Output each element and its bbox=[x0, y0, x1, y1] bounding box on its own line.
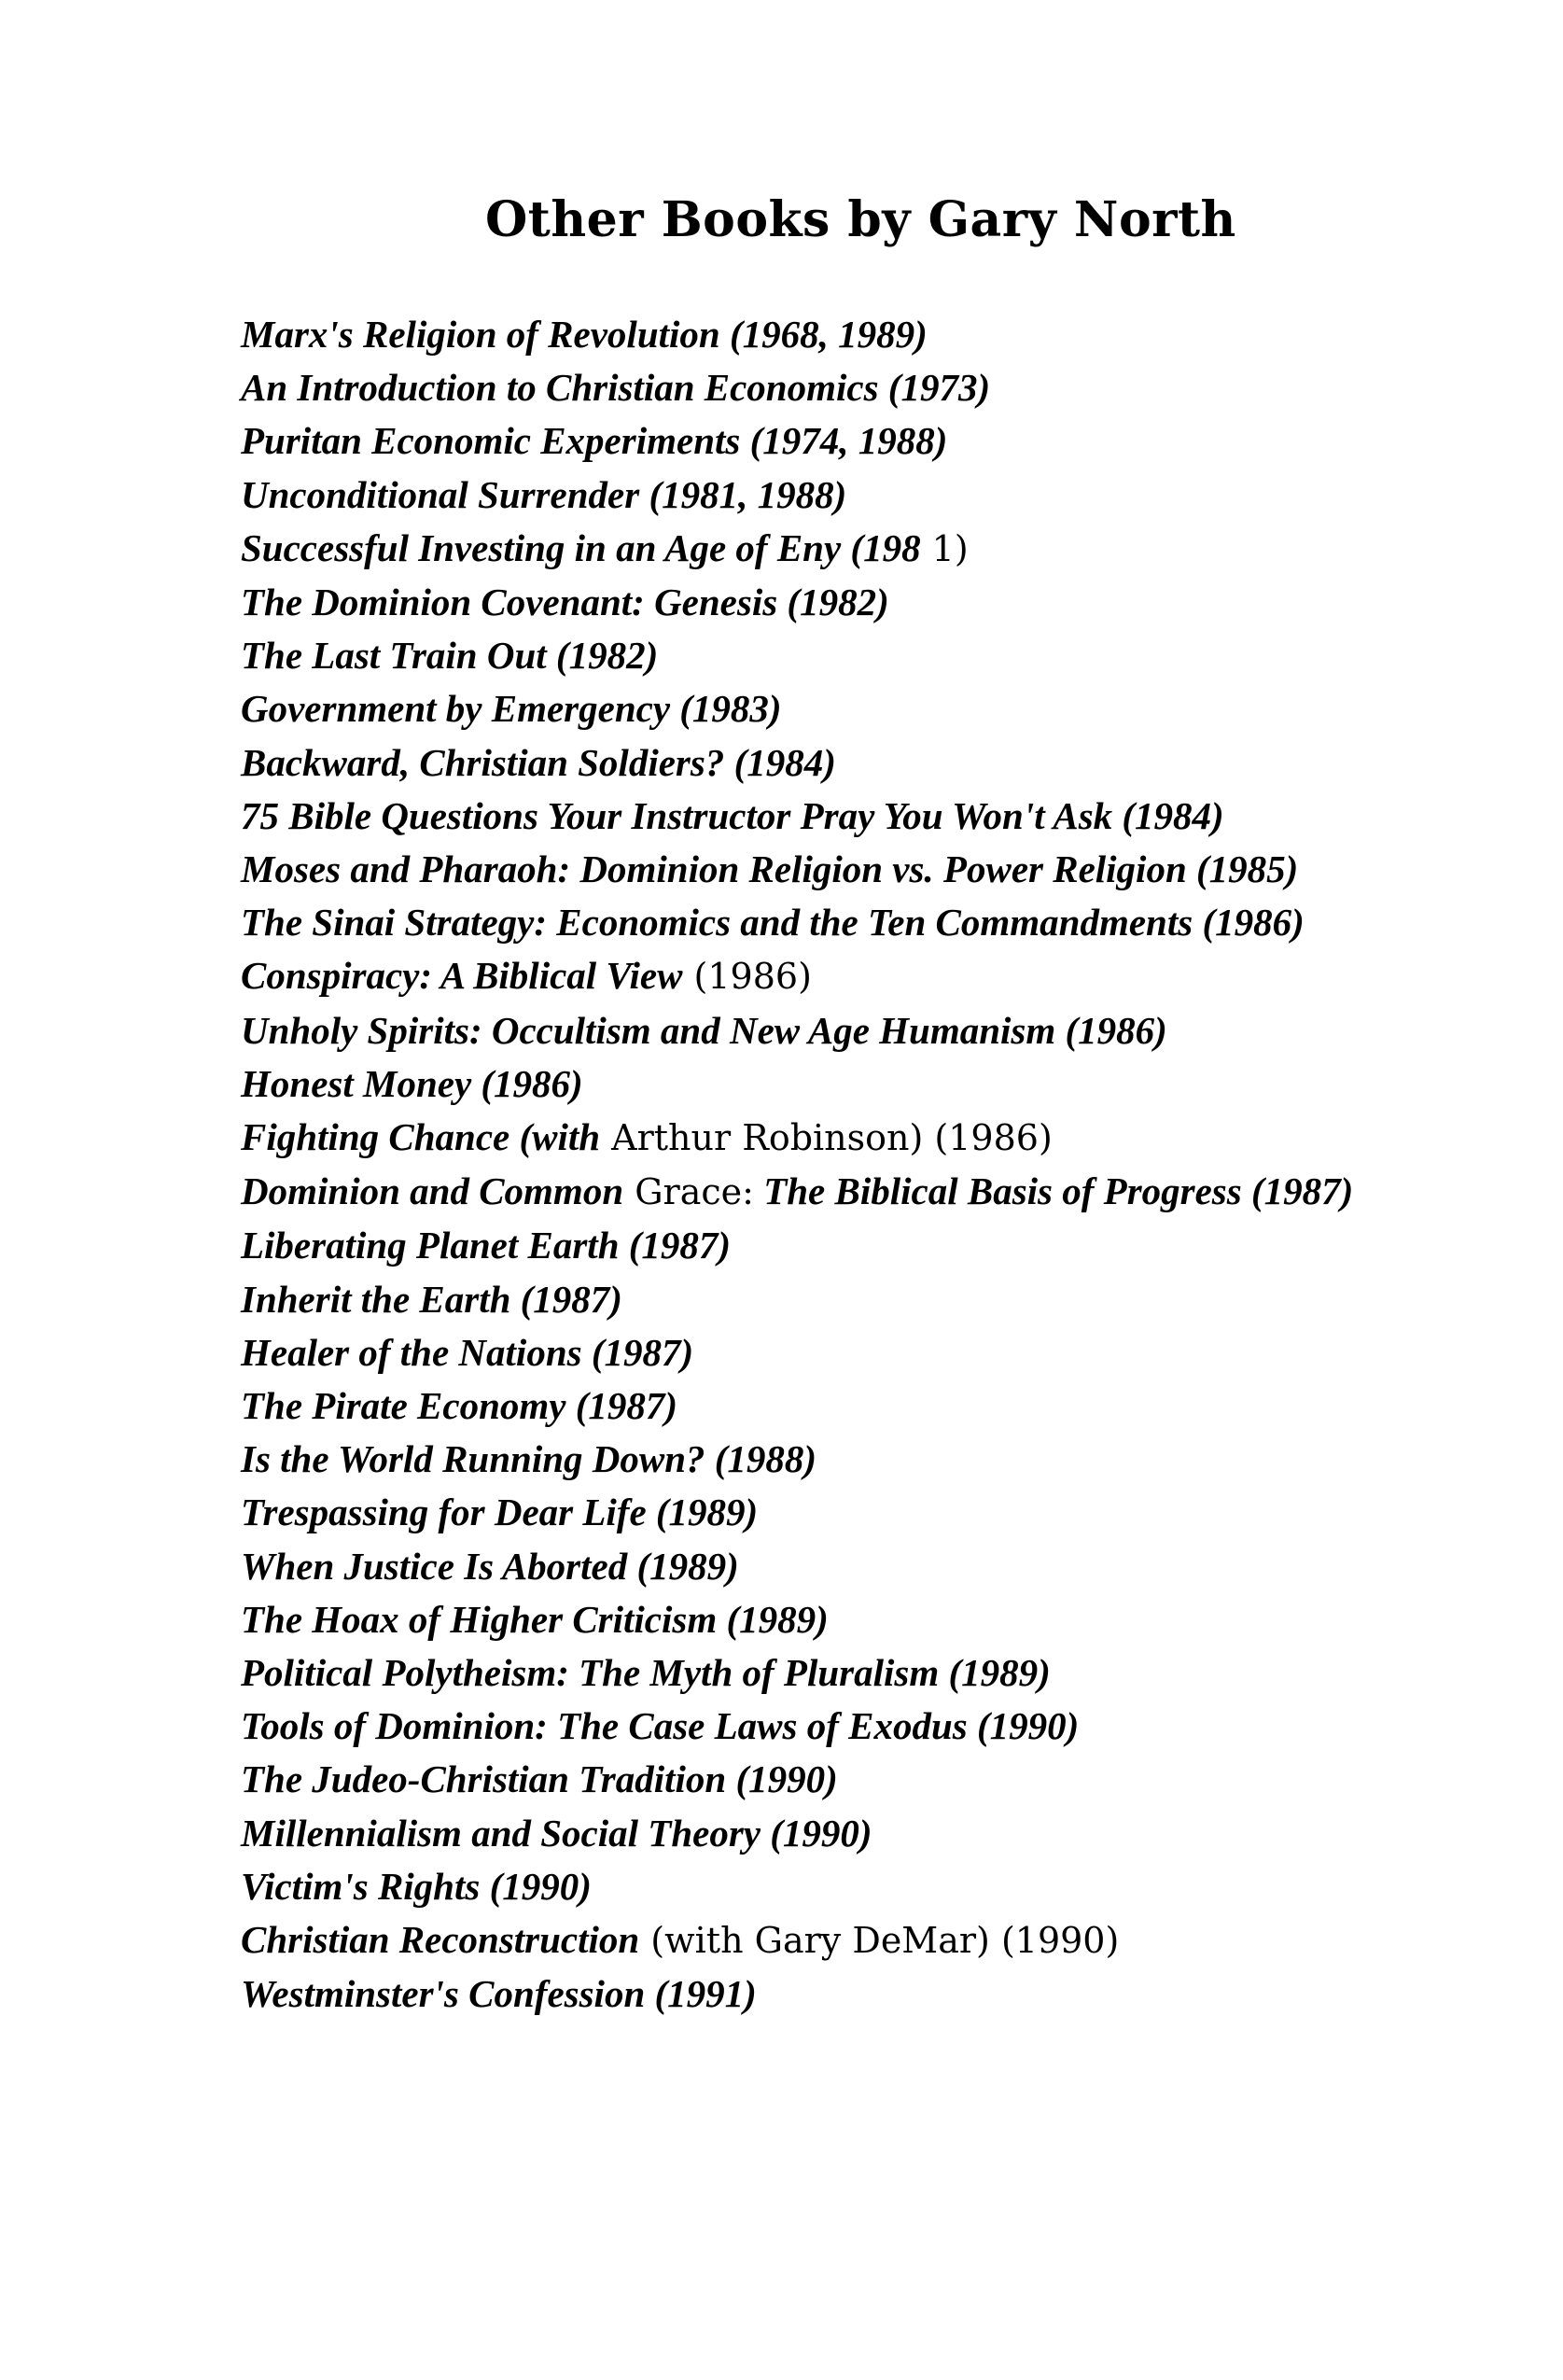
book-entry bbox=[241, 1540, 1353, 1593]
book-note: Arthur Robinson) (1986) bbox=[600, 1117, 1053, 1159]
book-entry bbox=[241, 1433, 1353, 1486]
page-title: Other Books by Gary North bbox=[485, 191, 1236, 248]
book-entry bbox=[241, 896, 1353, 949]
book-entry bbox=[241, 1753, 1353, 1806]
book-title: Millennialism and Social Theory (1990) bbox=[241, 1811, 872, 1855]
book-title: Westminster's Confession (1991) bbox=[241, 1972, 757, 2016]
book-note: 1) bbox=[920, 527, 969, 569]
book-entry bbox=[241, 682, 1353, 735]
book-title: The Hoax of Higher Criticism (1989) bbox=[241, 1597, 829, 1641]
book-entry bbox=[241, 522, 1353, 576]
book-entry bbox=[241, 361, 1353, 414]
book-title: Is the World Running Down? (1988) bbox=[241, 1437, 817, 1481]
book-note: (1986) bbox=[682, 956, 812, 998]
book-entry bbox=[241, 1646, 1353, 1700]
book-entry bbox=[241, 1860, 1353, 1913]
book-entry bbox=[241, 1486, 1353, 1539]
book-entry bbox=[241, 1273, 1353, 1326]
book-title: Tools of Dominion: The Case Laws of Exodus (1990) bbox=[241, 1704, 1080, 1748]
book-entry bbox=[241, 1165, 1353, 1219]
book-title: Inherit the Earth (1987) bbox=[241, 1277, 622, 1321]
book-entry bbox=[241, 1219, 1353, 1272]
book-title: Conspiracy: A Biblical View bbox=[241, 954, 683, 998]
book-title: 75 Bible Questions Your Instructor Pray You Won't Ask (1984) bbox=[241, 793, 1224, 837]
book-title: Political Polytheism: The Myth of Pluralism (1989) bbox=[241, 1651, 1051, 1695]
book-title: Fighting Chance (with bbox=[241, 1115, 601, 1159]
book-title: Unholy Spirits: Occultism and New Age Humanism (1986) bbox=[241, 1008, 1167, 1052]
book-title: The Judeo-Christian Tradition (1990) bbox=[241, 1757, 838, 1801]
book-title: Backward, Christian Soldiers? (1984) bbox=[241, 740, 836, 784]
book-title: Successful Investing in an Age of Eny (198 bbox=[241, 525, 921, 569]
book-title: Victim's Rights (1990) bbox=[241, 1864, 592, 1908]
book-title: The Pirate Economy (1987) bbox=[241, 1384, 678, 1428]
book-entry bbox=[241, 1807, 1353, 1860]
book-entry bbox=[241, 1379, 1353, 1433]
book-title: When Justice Is Aborted (1989) bbox=[241, 1544, 739, 1588]
book-list bbox=[241, 308, 1353, 2022]
book-entry bbox=[241, 576, 1353, 629]
book-entry bbox=[241, 1593, 1353, 1646]
book-entry bbox=[241, 1967, 1353, 2021]
book-note: (with Gary DeMar) (1990) bbox=[639, 1920, 1120, 1962]
book-title: The Last Train Out (1982) bbox=[241, 634, 659, 678]
book-entry bbox=[241, 1700, 1353, 1753]
book-entry bbox=[241, 1111, 1353, 1165]
book-title: Healer of the Nations (1987) bbox=[241, 1330, 694, 1374]
book-title: The Sinai Strategy: Economics and the Ten Commandments (1986) bbox=[241, 901, 1305, 945]
book-title: Christian Reconstruction bbox=[241, 1918, 640, 1962]
book-entry bbox=[241, 736, 1353, 790]
book-title: Dominion and Common bbox=[241, 1169, 624, 1213]
book-entry bbox=[241, 469, 1353, 522]
book-subtitle: The Biblical Basis of Progress (1987) bbox=[753, 1169, 1354, 1213]
book-note: Grace: bbox=[623, 1171, 754, 1213]
book-title: An Introduction to Christian Economics (1973) bbox=[241, 366, 991, 410]
book-title: Marx's Religion of Revolution (1968, 1989) bbox=[241, 313, 928, 356]
book-title: Liberating Planet Earth (1987) bbox=[241, 1224, 732, 1267]
book-entry bbox=[241, 308, 1353, 361]
book-entry bbox=[241, 843, 1353, 896]
book-entry bbox=[241, 949, 1353, 1003]
book-title: Trespassing for Dear Life (1989) bbox=[241, 1491, 759, 1534]
book-entry bbox=[241, 414, 1353, 468]
book-entry bbox=[241, 1326, 1353, 1379]
book-entry bbox=[241, 1004, 1353, 1057]
book-title: The Dominion Covenant: Genesis (1982) bbox=[241, 581, 889, 624]
book-title: Unconditional Surrender (1981, 1988) bbox=[241, 472, 847, 516]
book-entry bbox=[241, 629, 1353, 682]
book-title: Honest Money (1986) bbox=[241, 1061, 583, 1105]
book-title: Moses and Pharaoh: Dominion Religion vs. Power Religion (1985) bbox=[241, 847, 1299, 891]
book-title: Government by Emergency (1983) bbox=[241, 687, 782, 731]
book-entry bbox=[241, 790, 1353, 843]
book-title: Puritan Economic Experiments (1974, 1988) bbox=[241, 419, 948, 463]
book-entry bbox=[241, 1913, 1353, 1967]
book-entry bbox=[241, 1057, 1353, 1111]
